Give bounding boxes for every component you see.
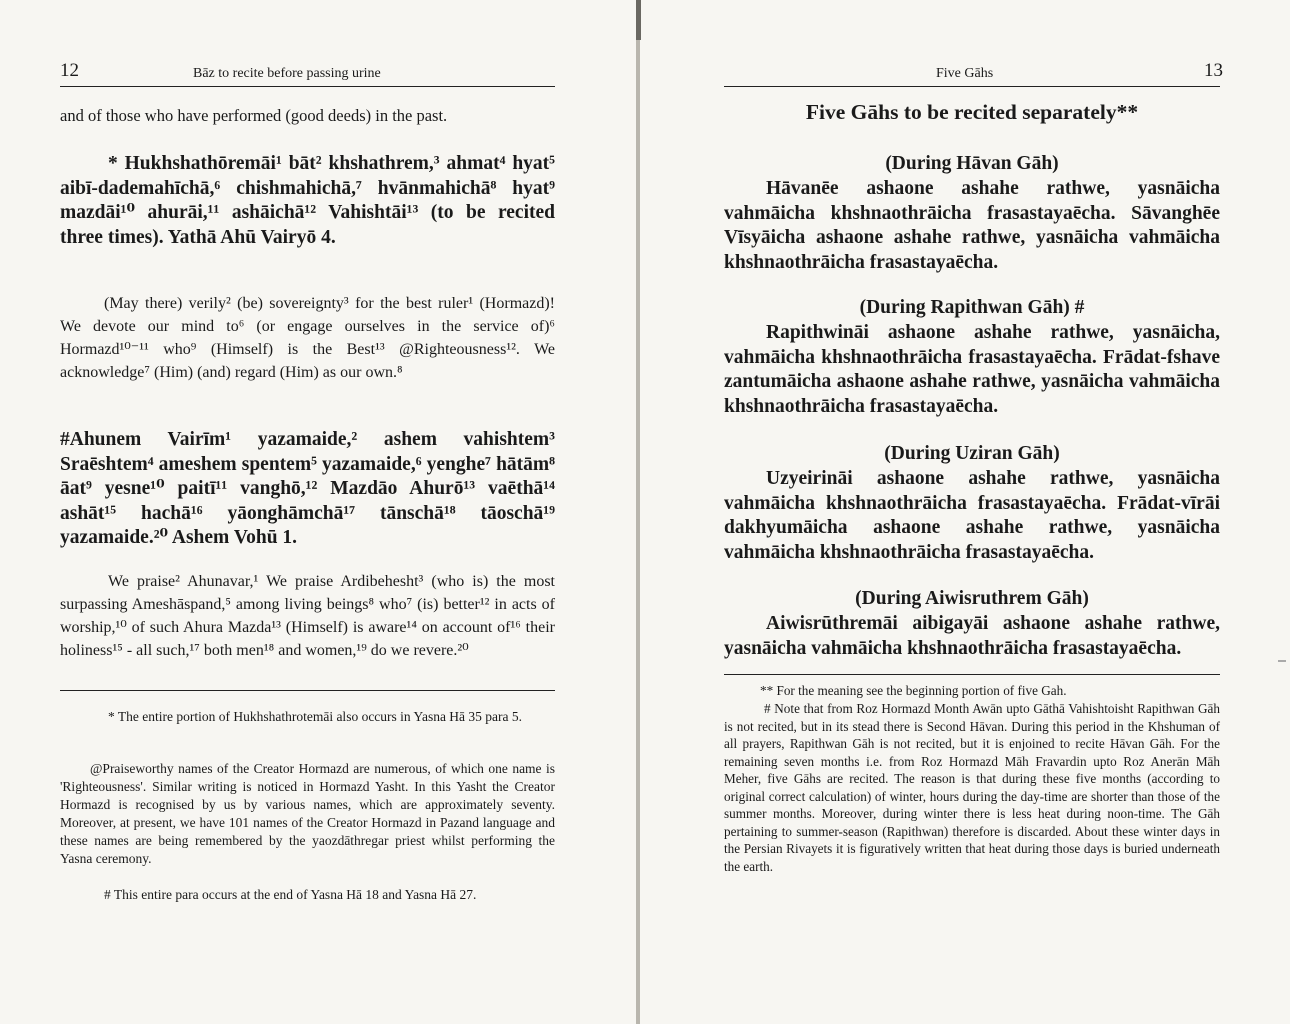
edge-mark (1278, 660, 1286, 662)
section-heading-rapithwan: (During Rapithwan Gāh) # (859, 297, 1085, 318)
section-heading-aiwisruthrem: (During Aiwisruthrem Gāh) (855, 588, 1089, 609)
right-running-header (724, 58, 1223, 87)
right-page-number: 13 (1204, 60, 1223, 81)
main-title: Five Gāhs to be recited separately** (805, 100, 1139, 124)
section-text-rapithwan: Rapithwināi ashaone ashahe rathwe, yasnāicha, vahmāicha khshnaothrāicha frasastayaēcha. Frādat-fshave zantumāicha ashaone ashahe rathwe, yasnāicha vahmāicha khshnaothrāicha frasastayaēcha. (724, 322, 1220, 417)
right-footnote-double-asterisk: ** For the meaning see the beginning portion of five Gah. (760, 683, 1067, 698)
right-header-title: Five Gāhs (936, 66, 994, 81)
left-footnote-hash: # This entire para occurs at the end of Yasna Hā 18 and Yasna Hā 27. (104, 887, 477, 902)
translation-hukhshathremai: (May there) verily² (be) sovereignty³ for the best ruler¹ (Hormazd)! We devote our mind to⁶ (or engage ourselves in the service of)⁶ Hormazd¹⁰⁻¹¹ who⁹ (Himself) is the Best¹³ @Righteousness¹². We acknowledge⁷ (Him) (and) regard (Him) as our own.⁸ (60, 295, 555, 381)
left-page (0, 0, 636, 1024)
right-footnote-hash: # Note that from Roz Hormazd Month Awān upto Gāthā Vahishtoisht Rapithwan Gāh is not recited, but in its stead there is Second Hāvan. During this period in the Khshuman of all prayers, Rapithwan Gāh is not recited, but it is enjoined to recite Hāvan Gāh. For the remaining seven months i.e. from Roz Hormazd Māh Fravardin upto Roz Anerān Māh Meher, five Gāhs are recited. The reason is that during these five months (according to original correct calculation) of winter, hours during the day-time are shorter than those of the summer months. Moreover, during winter there is less heat during noon-time. The Gāh pertaining to summer-season (Rapithwan) therefore is discarded. About these winter days in the Persian Rivayets it is figuratively written that heat during those days is buried underneath the earth. (724, 701, 1220, 874)
intro-line: and of those who have performed (good deeds) in the past. (60, 106, 448, 125)
section-text-aiwisruthrem: Aiwisrūthremāi aibigayāi ashaone ashahe rathwe, yasnāicha vahmāicha khshnaothrāicha frasastayaēcha. (724, 613, 1220, 659)
section-text-uziran: Uzyeirināi ashaone ashahe rathwe, yasnāicha vahmāicha khshnaothrāicha frasastayaēcha. Frādat-vīrāi dakhyumāicha ashaone ashahe rathwe, yasnāicha vahmāicha khshnaothrāicha frasastayaēcha. (724, 468, 1220, 563)
recitation-hukhshathremai: * Hukhshathōremāi¹ bāt² khshathrem,³ ahmat⁴ hyat⁵ aibī-dademahīchā,⁶ chishmahichā,⁷ hvānmahichā⁸ hyat⁹ mazdāi¹⁰ ahurāi,¹¹ ashāichā¹² Vahishtāi¹³ (to be recited three times). Yathā Ahū Vairyō 4. (60, 153, 555, 248)
left-footnote-at: @Praiseworthy names of the Creator Hormazd are numerous, of which one name is 'Righteousness'. Similar writing is noticed in Hormazd Yasht. In this Yasht the Creator Hormazd is recognised by us by various names, which are approximately seventy. Moreover, at present, we have 101 names of the Creator Hormazd in Pazand language and these names are being remembered by the yaozdāthregar priest whilst performing the Yasna ceremony. (60, 761, 555, 866)
section-heading-uziran: (During Uziran Gāh) (884, 443, 1060, 464)
left-header-title: Bāz to recite before passing urine (193, 66, 381, 81)
left-footnote-rule (60, 690, 555, 691)
recitation-ahunem-vairim: #Ahunem Vairīm¹ yazamaide,² ashem vahishtem³ Sraēshtem⁴ ameshem spentem⁵ yazamaide,⁶ yenghe⁷ hātām⁸ āat⁹ yesne¹⁰ paitī¹¹ vanghō,¹² Mazdāo Ahurō¹³ vaēthā¹⁴ ashāt¹⁵ hachā¹⁶ yāonghāmchā¹⁷ tānschā¹⁸ tāoschā¹⁹ yazamaide.²⁰ Ashem Vohū 1. (60, 429, 555, 548)
right-page (640, 0, 1290, 1024)
section-text-havan: Hāvanēe ashaone ashahe rathwe, yasnāicha vahmāicha khshnaothrāicha frasastayaēcha. Sāvanghēe Vīsyāicha ashaone ashahe rathwe, yasnāicha vahmāicha khshnaothrāicha frasastayaēcha. (724, 178, 1220, 273)
left-running-header (60, 58, 555, 87)
translation-ahunem-vairim: We praise² Ahunavar,¹ We praise Ardibehesht³ (who is) the most surpassing Ameshāspand,⁵ among living beings⁸ who⁷ (is) better¹² in acts of worship,¹⁰ of such Ahura Mazda¹³ (Himself) is aware¹⁴ on account of¹⁶ their holiness¹⁵ - all such,¹⁷ both men¹⁸ and women,¹⁹ do we revere.²⁰ (60, 573, 555, 659)
section-heading-havan: (During Hāvan Gāh) (885, 153, 1059, 174)
left-footnote-asterisk: * The entire portion of Hukhshathrotemāi also occurs in Yasna Hā 35 para 5. (108, 709, 523, 724)
left-page-number: 12 (60, 60, 79, 81)
right-footnote-rule (724, 674, 1220, 675)
